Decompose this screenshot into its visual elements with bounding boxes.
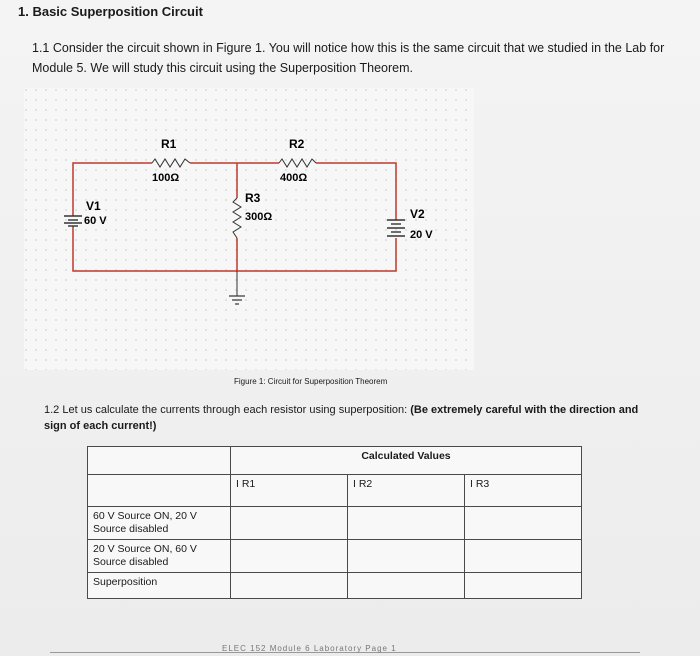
table-group-header: Calculated Values <box>231 447 582 475</box>
calculated-values-table <box>87 446 582 599</box>
figure-caption: Figure 1: Circuit for Superposition Theorem <box>234 377 388 386</box>
r2-value: 400Ω <box>280 172 308 184</box>
r1-value: 100Ω <box>152 172 180 184</box>
cell-r1-super[interactable] <box>231 573 348 599</box>
column-header-ir1: I R1 <box>231 475 348 507</box>
intro-paragraph: 1.1 Consider the circuit shown in Figure 1. You will notice how this is the same circuit that we studied in the Lab for Module 5. We will study this circuit using the Superposition Theorem. <box>32 41 665 75</box>
row-label-superposition: Superposition <box>88 573 231 599</box>
page-footer: ELEC 152 Module 6 Laboratory Page 1 <box>222 644 397 653</box>
cell-r3-20v[interactable] <box>465 540 582 573</box>
table-corner-cell <box>88 447 231 475</box>
cell-r3-super[interactable] <box>465 573 582 599</box>
question-1-2 <box>44 402 644 434</box>
question-text: 1.2 Let us calculate the currents through each resistor using superposition: <box>44 404 411 416</box>
column-header-ir3: I R3 <box>465 475 582 507</box>
r1-label: R1 <box>161 137 177 151</box>
circuit-figure <box>24 88 474 370</box>
column-header-ir2: I R2 <box>348 475 465 507</box>
table-row-label-empty <box>88 475 231 507</box>
question-warning: (Be extremely careful with the direction and sign of each current!) <box>44 404 639 432</box>
row-label-60v-on: 60 V Source ON, 20 V Source disabled <box>88 507 231 540</box>
cell-r1-20v[interactable] <box>231 540 348 573</box>
cell-r2-20v[interactable] <box>348 540 465 573</box>
v2-value: 20 V <box>410 229 433 241</box>
r3-value: 300Ω <box>245 211 273 223</box>
v2-label: V2 <box>410 207 425 221</box>
r2-label: R2 <box>289 137 305 151</box>
r3-label: R3 <box>245 191 261 205</box>
cell-r2-60v[interactable] <box>348 507 465 540</box>
cell-r1-60v[interactable] <box>231 507 348 540</box>
v1-value: 60 V <box>84 215 107 227</box>
row-label-20v-on: 20 V Source ON, 60 V Source disabled <box>88 540 231 573</box>
breadboard-grid <box>24 88 474 370</box>
cell-r2-super[interactable] <box>348 573 465 599</box>
section-heading: 1. Basic Superposition Circuit <box>18 4 203 19</box>
v1-label: V1 <box>86 199 101 213</box>
cell-r3-60v[interactable] <box>465 507 582 540</box>
